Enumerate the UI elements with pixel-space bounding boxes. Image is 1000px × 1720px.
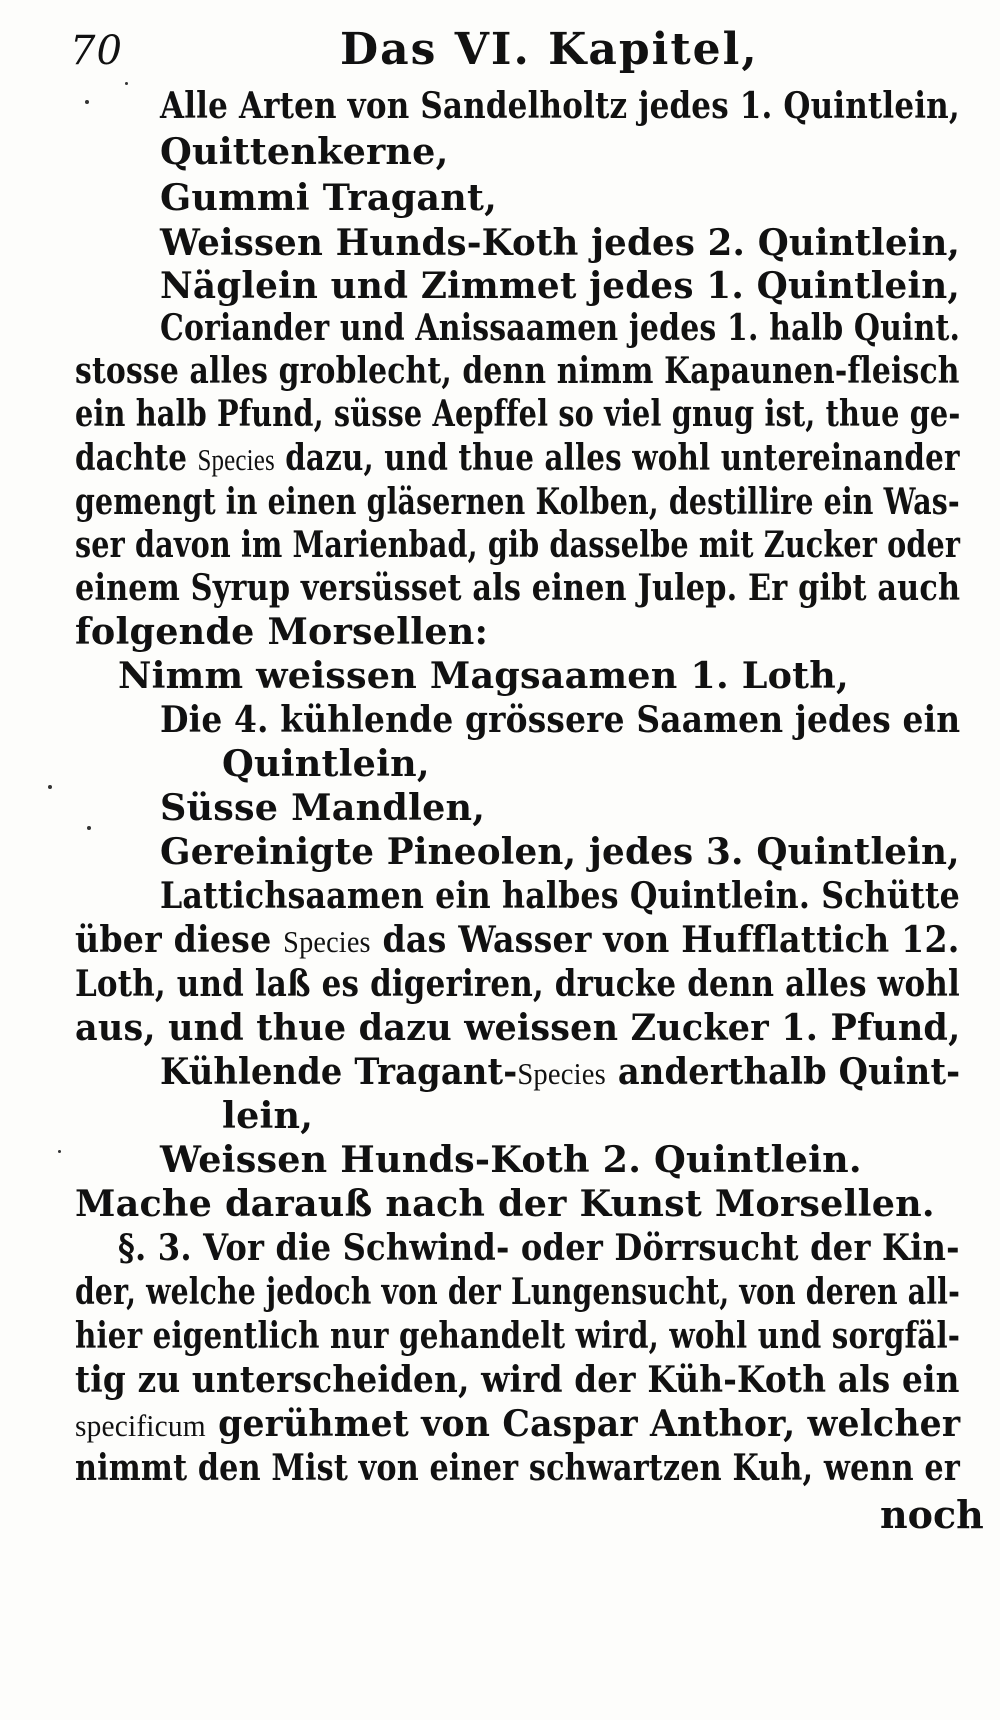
- text-run: gerühmet von Caspar Anthor, welcher: [205, 1402, 961, 1445]
- text-line: Süsse Mandlen,: [160, 786, 486, 829]
- text-line: Näglein und Zimmet jedes 1. Quintlein,: [160, 264, 961, 307]
- text-line: tig zu unterscheiden, wird der Küh-Koth als ein: [75, 1358, 960, 1401]
- text-line: §. 3. Vor die Schwind- oder Dörrsucht der Kin-: [118, 1226, 960, 1269]
- text-line: hier eigentlich nur gehandelt wird, wohl und sorgfäl-: [75, 1314, 961, 1357]
- text-line: Quintlein,: [222, 742, 430, 785]
- text-line: ser davon im Marienbad, gib dasselbe mit Zucker oder: [75, 523, 961, 566]
- ink-speck: [87, 826, 91, 830]
- ink-speck: [58, 1150, 61, 1153]
- text-line: Weissen Hunds-Koth jedes 2. Quintlein,: [160, 221, 961, 264]
- text-run: dachte: [75, 436, 198, 479]
- text-line: [75, 918, 960, 961]
- text-line: Loth, und laß es digeriren, drucke denn alles wohl: [75, 962, 960, 1005]
- latin-term: Species: [517, 1056, 606, 1091]
- text-line: Coriander und Anissaamen jedes 1. halb Quint.: [160, 306, 961, 349]
- text-line: ein halb Pfund, süsse Aepffel so viel gnug ist, thue ge-: [75, 392, 961, 435]
- text-line: aus, und thue dazu weissen Zucker 1. Pfund,: [75, 1006, 961, 1049]
- text-line: [160, 1050, 961, 1093]
- text-line: Weissen Hunds-Koth 2. Quintlein.: [160, 1138, 862, 1181]
- text-line: Gummi Tragant,: [160, 176, 497, 219]
- text-line: Quittenkerne,: [160, 130, 449, 173]
- page-number: 70: [70, 28, 123, 74]
- text-line: Nimm weissen Magsaamen 1. Loth,: [118, 654, 849, 697]
- text-line: einem Syrup versüsset als einen Julep. Er gibt auch: [75, 566, 961, 609]
- text-line: folgende Morsellen:: [75, 610, 489, 653]
- latin-term: specificum: [75, 1408, 206, 1443]
- text-line: [75, 436, 960, 479]
- latin-term: Species: [283, 924, 371, 959]
- text-line: Alle Arten von Sandelholtz jedes 1. Quintlein,: [160, 84, 960, 127]
- latin-term: Species: [197, 442, 275, 477]
- text-line: nimmt den Mist von einer schwartzen Kuh, wenn er: [75, 1446, 960, 1489]
- text-run: anderthalb Quint-: [605, 1050, 961, 1093]
- text-line: stosse alles groblecht, denn nimm Kapaunen-fleisch: [75, 349, 960, 392]
- ink-speck: [48, 785, 52, 789]
- text-run: das Wasser von Hufflattich 12.: [370, 918, 960, 961]
- text-line: Gereinigte Pineolen, jedes 3. Quintlein,: [160, 830, 960, 873]
- text-line: gemengt in einen gläsernen Kolben, destillire ein Was-: [75, 480, 960, 523]
- text-run: dazu, und thue alles wohl untereinander: [274, 436, 960, 479]
- ink-speck: [125, 82, 128, 85]
- page-header: [70, 22, 950, 82]
- text-line: Mache darauß nach der Kunst Morsellen.: [75, 1182, 935, 1225]
- text-line: lein,: [222, 1094, 314, 1137]
- text-line: der, welche jedoch von der Lungensucht, von deren all-: [75, 1270, 960, 1313]
- text-line: [75, 1402, 961, 1445]
- catchword: noch: [880, 1492, 984, 1537]
- text-run: Kühlende Tragant-: [160, 1050, 518, 1093]
- running-head: Das VI. Kapitel,: [340, 24, 759, 75]
- text-line: Die 4. kühlende grössere Saamen jedes ein: [160, 698, 961, 741]
- text-run: über diese: [75, 918, 284, 961]
- text-line: Lattichsaamen ein halbes Quintlein. Schütte: [160, 874, 960, 917]
- ink-speck: [85, 100, 89, 104]
